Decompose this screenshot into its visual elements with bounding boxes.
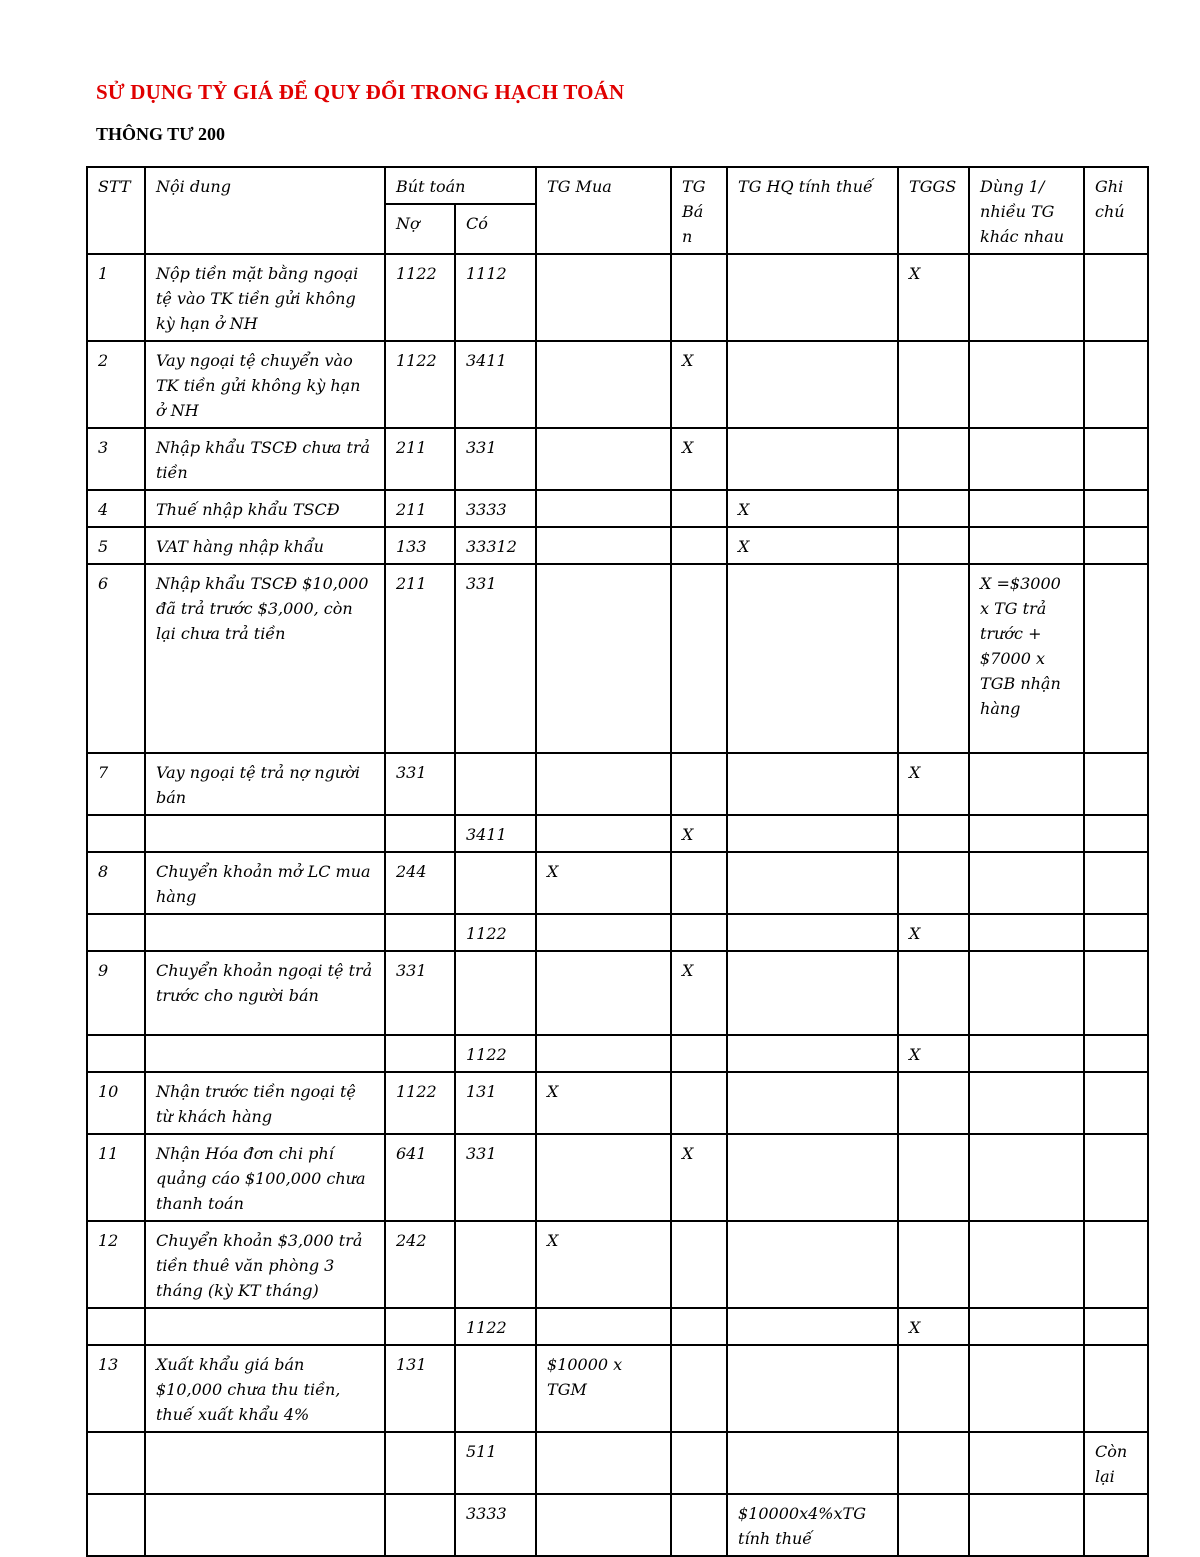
cell-stt: 4	[87, 490, 145, 527]
cell-tg-mua: X	[536, 852, 671, 914]
cell-ghi-chu	[1084, 490, 1148, 527]
cell-co: 3333	[455, 490, 536, 527]
cell-dung	[969, 753, 1084, 815]
cell-tg-mua: $10000 x TGM	[536, 1345, 671, 1432]
cell-tg-hq: $10000x4%xTG tính thuế	[727, 1494, 898, 1556]
cell-tg-hq	[727, 1221, 898, 1308]
cell-tg-ban	[671, 852, 727, 914]
cell-tg-hq	[727, 815, 898, 852]
cell-stt	[87, 1035, 145, 1072]
cell-tggs	[898, 428, 969, 490]
cell-noi-dung	[145, 815, 385, 852]
cell-co	[455, 1221, 536, 1308]
cell-tg-ban	[671, 1308, 727, 1345]
cell-tg-hq	[727, 1035, 898, 1072]
cell-dung	[969, 1221, 1084, 1308]
cell-stt: 3	[87, 428, 145, 490]
table-row	[87, 852, 1148, 914]
cell-ghi-chu	[1084, 564, 1148, 753]
table-body	[87, 167, 1148, 1556]
cell-tg-hq	[727, 1134, 898, 1221]
cell-ghi-chu	[1084, 341, 1148, 428]
cell-ghi-chu	[1084, 254, 1148, 341]
cell-tg-mua	[536, 1432, 671, 1494]
cell-tg-ban	[671, 753, 727, 815]
cell-tg-hq	[727, 341, 898, 428]
cell-tggs	[898, 1134, 969, 1221]
cell-tggs	[898, 852, 969, 914]
cell-tggs	[898, 490, 969, 527]
cell-no: 211	[385, 490, 455, 527]
cell-tggs	[898, 1072, 969, 1134]
cell-tg-ban: X	[671, 428, 727, 490]
cell-tg-hq	[727, 951, 898, 1035]
cell-co: 33312	[455, 527, 536, 564]
cell-dung	[969, 1345, 1084, 1432]
cell-noi-dung	[145, 914, 385, 951]
cell-tg-mua	[536, 815, 671, 852]
cell-dung	[969, 254, 1084, 341]
cell-stt	[87, 1494, 145, 1556]
cell-stt: 5	[87, 527, 145, 564]
cell-tggs	[898, 951, 969, 1035]
cell-stt	[87, 815, 145, 852]
cell-stt: 7	[87, 753, 145, 815]
cell-no: 242	[385, 1221, 455, 1308]
cell-co	[455, 951, 536, 1035]
cell-ghi-chu	[1084, 852, 1148, 914]
cell-ghi-chu	[1084, 1072, 1148, 1134]
cell-stt	[87, 1432, 145, 1494]
cell-no: 641	[385, 1134, 455, 1221]
cell-no: 211	[385, 428, 455, 490]
table-row	[87, 951, 1148, 1035]
cell-no: 331	[385, 951, 455, 1035]
cell-tg-hq	[727, 914, 898, 951]
table-row	[87, 1035, 1148, 1072]
cell-co: 1122	[455, 914, 536, 951]
cell-noi-dung: Chuyển khoản $3,000 trả tiền thuê văn phòng 3 tháng (kỳ KT tháng)	[145, 1221, 385, 1308]
cell-co: 3333	[455, 1494, 536, 1556]
cell-tggs	[898, 1345, 969, 1432]
cell-tggs	[898, 815, 969, 852]
table-row	[87, 1072, 1148, 1134]
page-title: SỬ DỤNG TỶ GIÁ ĐỂ QUY ĐỔI TRONG HẠCH TOÁN	[96, 80, 625, 104]
cell-no: 1122	[385, 341, 455, 428]
cell-tg-ban	[671, 1221, 727, 1308]
cell-noi-dung	[145, 1035, 385, 1072]
cell-noi-dung: Chuyển khoản ngoại tệ trả trước cho người bán	[145, 951, 385, 1035]
cell-tggs: X	[898, 1308, 969, 1345]
cell-ghi-chu	[1084, 1221, 1148, 1308]
cell-co: 331	[455, 1134, 536, 1221]
cell-noi-dung: Vay ngoại tệ chuyển vào TK tiền gửi không kỳ hạn ở NH	[145, 341, 385, 428]
cell-tg-mua	[536, 341, 671, 428]
cell-tg-mua	[536, 753, 671, 815]
cell-tg-ban: X	[671, 951, 727, 1035]
cell-tg-hq	[727, 1345, 898, 1432]
cell-noi-dung: Nhập khẩu TSCĐ $10,000 đã trả trước $3,000, còn lại chưa trả tiền	[145, 564, 385, 753]
cell-co: 3411	[455, 341, 536, 428]
cell-no: 331	[385, 753, 455, 815]
table-row	[87, 428, 1148, 490]
cell-stt	[87, 914, 145, 951]
cell-no: 1122	[385, 1072, 455, 1134]
cell-tg-hq: X	[727, 527, 898, 564]
table-row	[87, 341, 1148, 428]
cell-noi-dung: Chuyển khoản mở LC mua hàng	[145, 852, 385, 914]
page-subtitle: THÔNG TƯ 200	[96, 124, 226, 144]
cell-tg-mua	[536, 490, 671, 527]
cell-tg-ban	[671, 1432, 727, 1494]
header-tg-hq: TG HQ tính thuế	[727, 167, 898, 254]
cell-dung	[969, 1308, 1084, 1345]
table-row	[87, 815, 1148, 852]
cell-no: 1122	[385, 254, 455, 341]
header-but-toan: Bút toán	[385, 167, 536, 204]
table-row	[87, 254, 1148, 341]
header-stt: STT	[87, 167, 145, 254]
cell-no	[385, 1035, 455, 1072]
cell-co: 331	[455, 428, 536, 490]
cell-ghi-chu	[1084, 1494, 1148, 1556]
cell-noi-dung: Nộp tiền mặt bằng ngoại tệ vào TK tiền gửi không kỳ hạn ở NH	[145, 254, 385, 341]
cell-co: 131	[455, 1072, 536, 1134]
header-tg-ban: TG Bá n	[671, 167, 727, 254]
cell-stt: 2	[87, 341, 145, 428]
cell-tg-mua	[536, 254, 671, 341]
cell-ghi-chu	[1084, 1308, 1148, 1345]
cell-tg-mua	[536, 564, 671, 753]
cell-tggs	[898, 1432, 969, 1494]
cell-co	[455, 852, 536, 914]
cell-tg-hq	[727, 564, 898, 753]
cell-noi-dung: Nhận trước tiền ngoại tệ từ khách hàng	[145, 1072, 385, 1134]
cell-stt: 9	[87, 951, 145, 1035]
cell-stt: 10	[87, 1072, 145, 1134]
cell-dung	[969, 852, 1084, 914]
cell-tg-mua	[536, 1494, 671, 1556]
cell-dung	[969, 914, 1084, 951]
cell-tg-mua	[536, 527, 671, 564]
cell-no	[385, 914, 455, 951]
cell-noi-dung: Thuế nhập khẩu TSCĐ	[145, 490, 385, 527]
cell-co: 511	[455, 1432, 536, 1494]
cell-noi-dung	[145, 1432, 385, 1494]
cell-ghi-chu	[1084, 428, 1148, 490]
table-row	[87, 1494, 1148, 1556]
cell-dung	[969, 815, 1084, 852]
cell-tggs	[898, 527, 969, 564]
cell-stt: 12	[87, 1221, 145, 1308]
cell-tg-mua: X	[536, 1072, 671, 1134]
cell-tg-ban	[671, 914, 727, 951]
cell-noi-dung: Vay ngoại tệ trả nợ người bán	[145, 753, 385, 815]
cell-co: 1112	[455, 254, 536, 341]
cell-tg-mua	[536, 1035, 671, 1072]
cell-co: 1122	[455, 1308, 536, 1345]
cell-no: 211	[385, 564, 455, 753]
cell-dung	[969, 490, 1084, 527]
cell-ghi-chu	[1084, 914, 1148, 951]
cell-noi-dung: Nhập khẩu TSCĐ chưa trả tiền	[145, 428, 385, 490]
cell-tg-mua	[536, 428, 671, 490]
cell-no	[385, 1494, 455, 1556]
cell-tg-mua: X	[536, 1221, 671, 1308]
cell-stt: 1	[87, 254, 145, 341]
cell-noi-dung	[145, 1308, 385, 1345]
header-co: Có	[455, 204, 536, 254]
cell-stt	[87, 1308, 145, 1345]
cell-no	[385, 1308, 455, 1345]
cell-stt: 8	[87, 852, 145, 914]
table-row	[87, 490, 1148, 527]
cell-co: 331	[455, 564, 536, 753]
cell-tg-hq	[727, 1308, 898, 1345]
table-row	[87, 1345, 1148, 1432]
cell-tg-mua	[536, 914, 671, 951]
cell-tg-ban	[671, 490, 727, 527]
cell-noi-dung	[145, 1494, 385, 1556]
cell-tggs	[898, 1494, 969, 1556]
cell-tg-hq	[727, 428, 898, 490]
cell-dung	[969, 341, 1084, 428]
table-row	[87, 1134, 1148, 1221]
cell-co: 1122	[455, 1035, 536, 1072]
cell-tg-hq	[727, 1072, 898, 1134]
cell-tg-mua	[536, 1134, 671, 1221]
cell-dung	[969, 527, 1084, 564]
cell-stt: 13	[87, 1345, 145, 1432]
cell-dung	[969, 1432, 1084, 1494]
header-tg-mua: TG Mua	[536, 167, 671, 254]
cell-tggs: X	[898, 753, 969, 815]
cell-tg-ban: X	[671, 1134, 727, 1221]
cell-no: 131	[385, 1345, 455, 1432]
cell-dung	[969, 1035, 1084, 1072]
cell-tggs	[898, 564, 969, 753]
cell-dung	[969, 951, 1084, 1035]
table-row	[87, 527, 1148, 564]
cell-stt: 11	[87, 1134, 145, 1221]
cell-noi-dung: Nhận Hóa đơn chi phí quảng cáo $100,000 chưa thanh toán	[145, 1134, 385, 1221]
cell-tg-ban: X	[671, 341, 727, 428]
cell-stt: 6	[87, 564, 145, 753]
table-row	[87, 1308, 1148, 1345]
header-row	[87, 167, 1148, 204]
cell-ghi-chu	[1084, 527, 1148, 564]
cell-dung	[969, 428, 1084, 490]
cell-tg-ban	[671, 254, 727, 341]
cell-noi-dung: VAT hàng nhập khẩu	[145, 527, 385, 564]
cell-tg-ban	[671, 527, 727, 564]
cell-ghi-chu	[1084, 815, 1148, 852]
header-noi-dung: Nội dung	[145, 167, 385, 254]
cell-tg-ban	[671, 1345, 727, 1432]
cell-ghi-chu	[1084, 1345, 1148, 1432]
cell-tg-mua	[536, 1308, 671, 1345]
table-row	[87, 564, 1148, 753]
cell-no: 244	[385, 852, 455, 914]
cell-no	[385, 1432, 455, 1494]
cell-tg-hq: X	[727, 490, 898, 527]
cell-co	[455, 753, 536, 815]
cell-tg-ban	[671, 564, 727, 753]
cell-no	[385, 815, 455, 852]
cell-tggs: X	[898, 914, 969, 951]
table-row	[87, 914, 1148, 951]
cell-ghi-chu	[1084, 1134, 1148, 1221]
cell-tg-ban	[671, 1494, 727, 1556]
cell-dung	[969, 1072, 1084, 1134]
header-tggs: TGGS	[898, 167, 969, 254]
cell-tggs	[898, 341, 969, 428]
cell-tg-hq	[727, 1432, 898, 1494]
cell-tggs: X	[898, 254, 969, 341]
cell-noi-dung: Xuất khẩu giá bán $10,000 chưa thu tiền, thuế xuất khẩu 4%	[145, 1345, 385, 1432]
header-dung: Dùng 1/ nhiều TG khác nhau	[969, 167, 1084, 254]
cell-tg-mua	[536, 951, 671, 1035]
table-row	[87, 1221, 1148, 1308]
cell-no: 133	[385, 527, 455, 564]
cell-ghi-chu: Còn lại	[1084, 1432, 1148, 1494]
header-ghi-chu: Ghi chú	[1084, 167, 1148, 254]
cell-tg-ban	[671, 1072, 727, 1134]
table-row	[87, 1432, 1148, 1494]
cell-tg-hq	[727, 753, 898, 815]
cell-ghi-chu	[1084, 753, 1148, 815]
cell-tggs	[898, 1221, 969, 1308]
cell-dung	[969, 1494, 1084, 1556]
header-no: Nợ	[385, 204, 455, 254]
cell-dung: X =$3000 x TG trả trước + $7000 x TGB nhận hàng	[969, 564, 1084, 753]
exchange-rate-table	[86, 166, 1149, 1557]
cell-co: 3411	[455, 815, 536, 852]
cell-dung	[969, 1134, 1084, 1221]
cell-tg-hq	[727, 852, 898, 914]
cell-ghi-chu	[1084, 951, 1148, 1035]
cell-co	[455, 1345, 536, 1432]
cell-tggs: X	[898, 1035, 969, 1072]
cell-tg-hq	[727, 254, 898, 341]
cell-tg-ban	[671, 1035, 727, 1072]
cell-tg-ban: X	[671, 815, 727, 852]
cell-ghi-chu	[1084, 1035, 1148, 1072]
table-row	[87, 753, 1148, 815]
